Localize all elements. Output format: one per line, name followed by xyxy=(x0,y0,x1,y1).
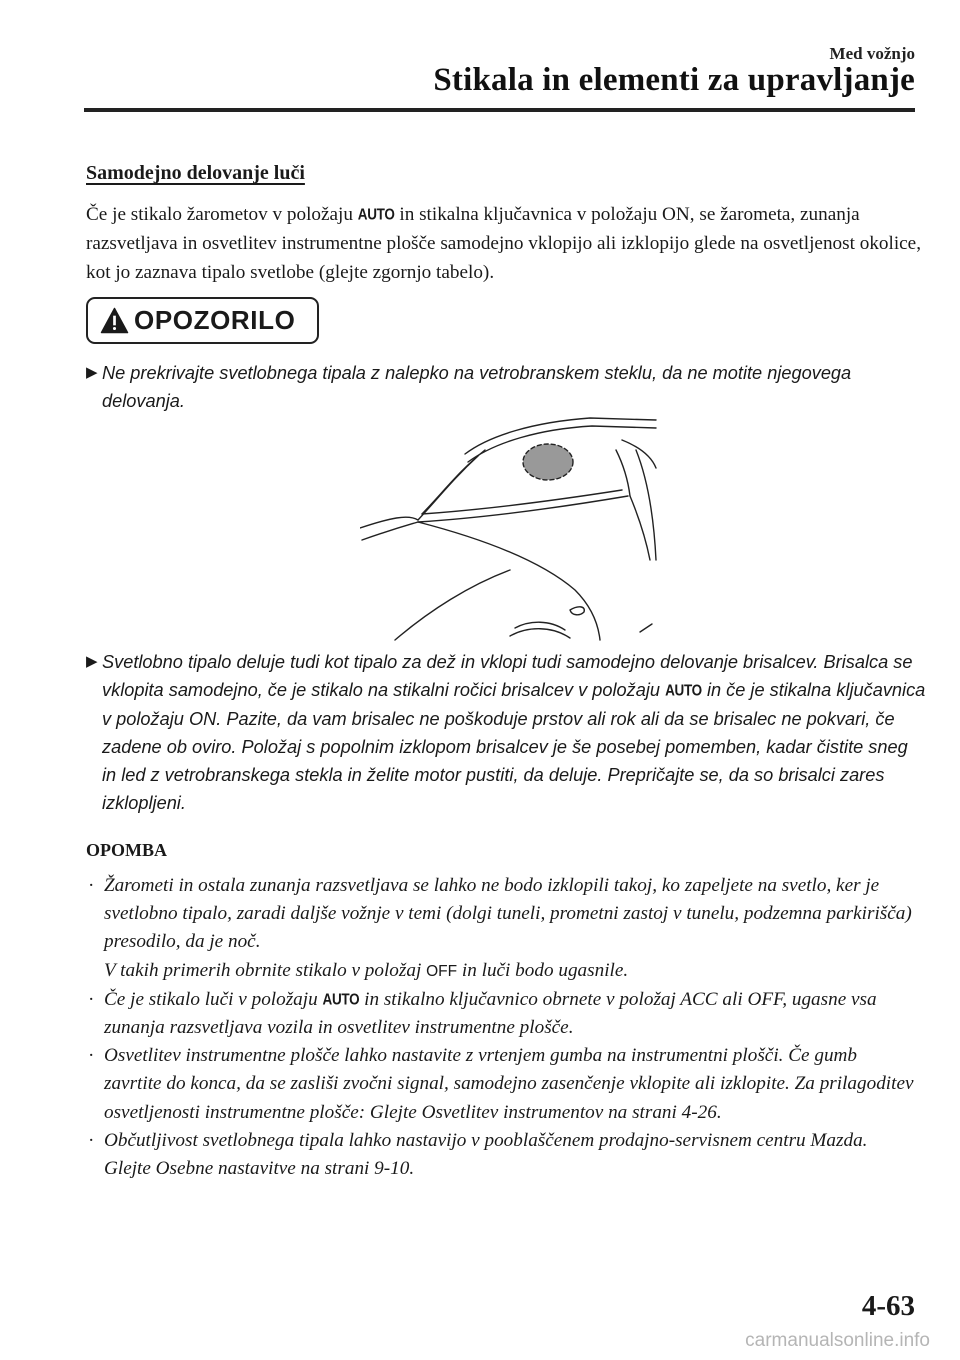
off-symbol: OFF xyxy=(426,962,458,980)
windshield-sensor-illustration xyxy=(360,410,660,642)
note-item: · Občutljivost svetlobnega tipala lahko nastavijo v pooblaščenem prodajno-servisnem centru Mazda. Glejte Osebne nastavitve na strani 9-10. xyxy=(86,1127,916,1183)
bullet-dot: · xyxy=(88,1129,95,1151)
note-heading: OPOMBA xyxy=(86,840,167,860)
auto-symbol: AUTO xyxy=(322,990,360,1008)
header-section-label: Med vožnjo xyxy=(829,44,915,63)
intro-paragraph: Če je stikalo žarometov v položaju AUTO in stikalna ključavnica v položaju ON, se žarometa, zunanja razsvetljava in osvetlitev instrumentne plošče samodejno vklopijo ali izklopijo glede na osvetljenost okolice, kot jo zaznava tipalo svetlobe (glejte zgornjo tabelo). xyxy=(86,200,926,287)
watermark: carmanualsonline.info xyxy=(745,1330,930,1351)
section-heading: Samodejno delovanje luči xyxy=(86,162,305,184)
warning-triangle-icon xyxy=(100,307,129,334)
header-rule xyxy=(84,108,915,112)
auto-symbol: AUTO xyxy=(357,205,395,224)
bullet-dot: · xyxy=(88,1045,95,1067)
note-item: · Če je stikalo luči v položaju AUTO in stikalno ključavnico obrnete v položaj ACC ali OFF, ugasne vsa zunanja razsvetljava vozila in osvetlitev instrumentne plošče. xyxy=(86,986,916,1042)
bullet-dot: · xyxy=(88,875,95,896)
warning-item: ▶︎ Svetlobno tipalo deluje tudi kot tipalo za dež in vklopi tudi samodejno delovanje brisalcev. Brisalca se vklopita samodejno, če je stikalo na stikalni ročici brisalcev v položaju AUTO in če je stikalna ključavnica v položaju ON. Pazite, da vam brisalec ne poškoduje prstov ali rok ali da se brisalec ne pokvari, če zadene ob oviro. Položaj s popolnim izklopom brisalcev je še posebej pomemben, kadar čistite sneg in led z vetrobranskega stekla in želite motor pustiti, da deluje. Prepričajte se, da so brisalci zares izklopljeni. xyxy=(86,648,926,817)
note-list xyxy=(86,872,916,1183)
page-number: 4-63 xyxy=(861,1290,915,1322)
warning-item: ▶︎ Ne prekrivajte svetlobnega tipala z nalepko na vetrobranskem steklu, da ne motite njegovega delovanja. xyxy=(86,359,926,415)
bullet-dot: · xyxy=(88,988,95,1010)
warning-box xyxy=(86,297,319,344)
arrow-bullet-icon: ▶︎ xyxy=(86,364,98,381)
page-title: Stikala in elementi za upravljanje xyxy=(433,62,915,98)
arrow-bullet-icon: ▶︎ xyxy=(86,653,98,670)
warning-label: OPOZORILO xyxy=(134,305,296,335)
note-item: · Osvetlitev instrumentne plošče lahko nastavite z vrtenjem gumba na instrumentni plošči. Če gumb zavrtite do konca, da se zasliši zvočni signal, samodejno zasenčenje vklopite ali izklopite. Za prilagoditev osvetljenosti instrumentne plošče: Glejte Osvetlitev instrumentov na strani 4-26. xyxy=(86,1042,916,1127)
auto-symbol: AUTO xyxy=(665,681,702,700)
note-item: · Žarometi in ostala zunanja razsvetljava se lahko ne bodo izklopili takoj, ko zapeljete na svetlo, ker je svetlobno tipalo, zaradi daljše vožnje v temi (dolgi tuneli, prometni zastoj v tunelu, podzemna parkirišča) presodilo, da je noč. V takih primerih obrnite stikalo v položaj OFF in luči bodo ugasnile. xyxy=(86,872,916,986)
